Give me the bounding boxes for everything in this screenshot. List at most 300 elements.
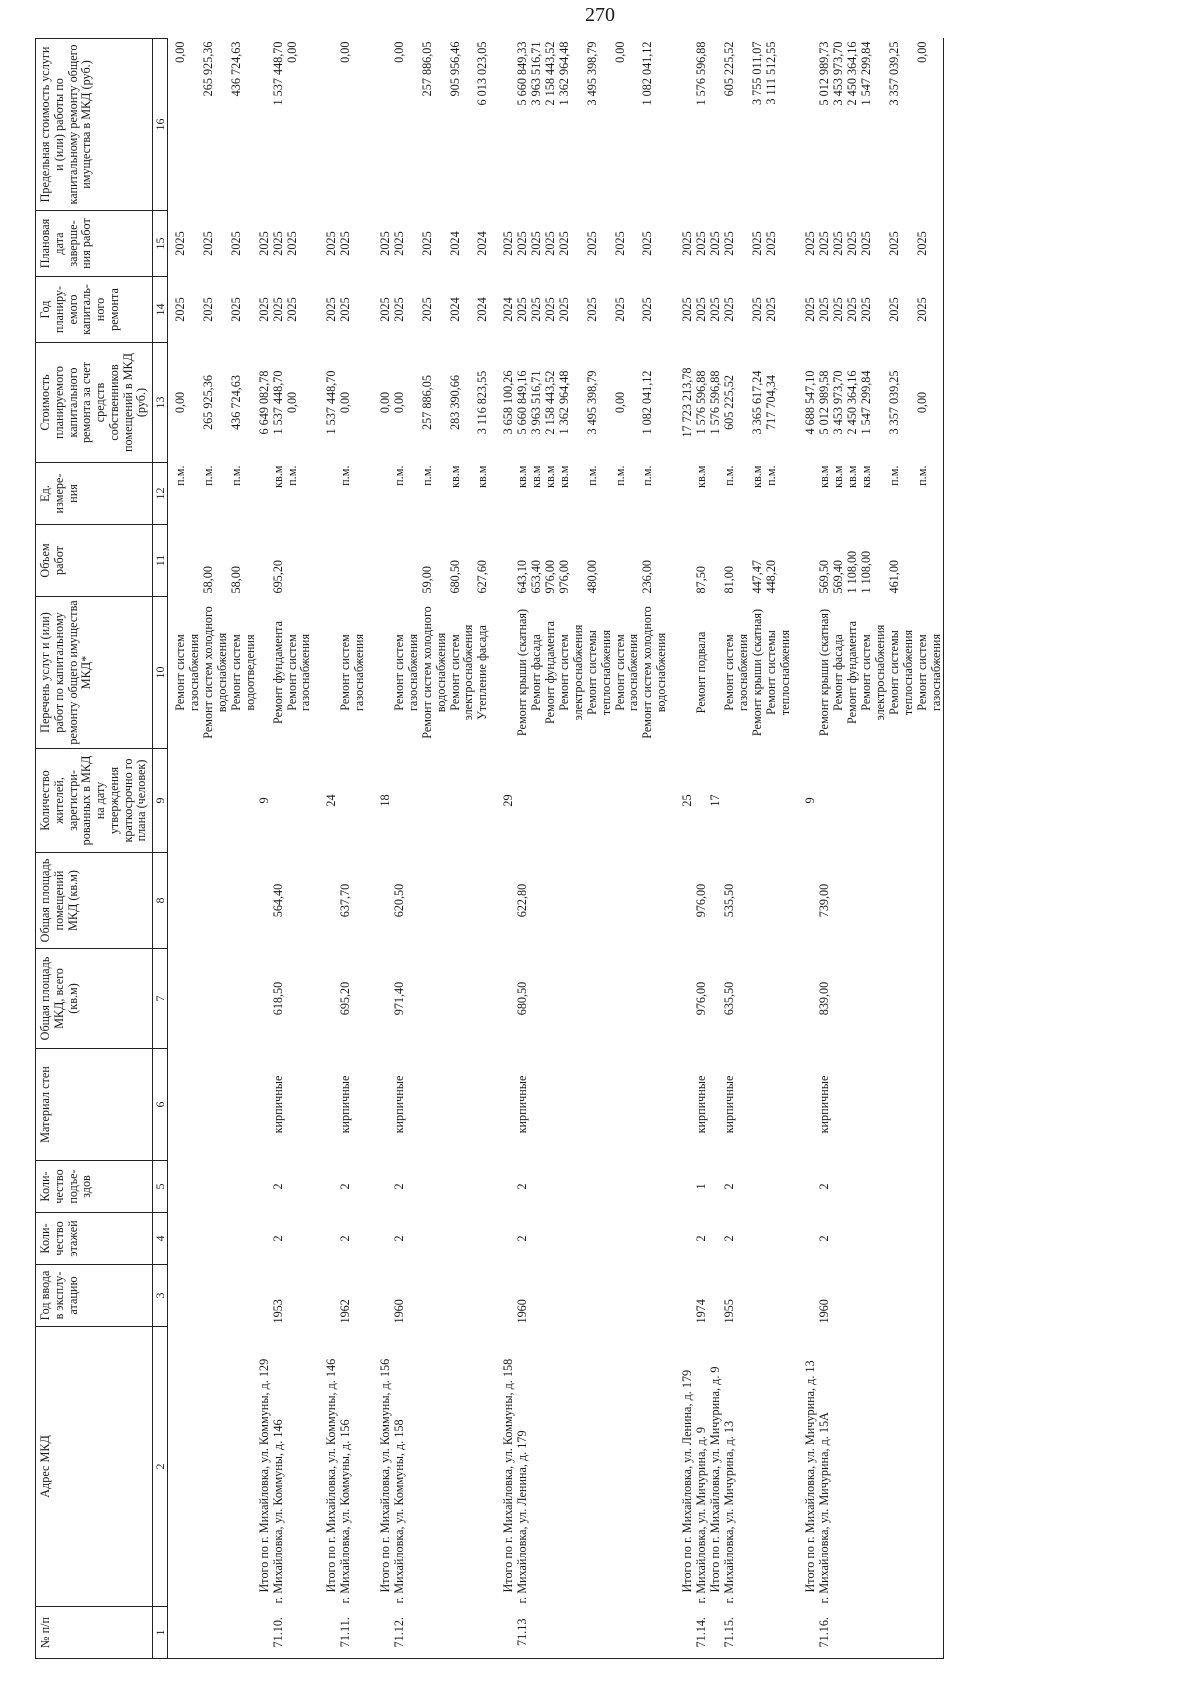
table-cell: 2025 [763,296,778,322]
table-cell: Итого по г. Михайловка, ул. Коммуны, д. 158 [501,1358,516,1592]
column-header: № п/п [36,1606,153,1658]
table-cell [641,852,669,948]
table-cell [286,748,314,852]
table-cell [916,1212,944,1264]
table-cell: 0,00 [338,41,353,63]
table-cell: 283 390,66 [447,374,462,430]
column-header: Коли-чество этажей [36,1212,153,1264]
table-cell [502,1606,516,1658]
table-cell [818,748,832,852]
table-cell: 2025 [721,296,736,322]
table-cell [202,1264,230,1326]
table-cell: 976,00 [543,559,557,593]
table-cell [558,1212,586,1264]
table-cell [669,38,681,210]
table-cell [804,852,818,948]
table-cell [393,748,421,852]
table-cell [614,1160,642,1212]
table-cell [765,1606,793,1658]
table-cell: Ремонт систем газоснабжения [338,633,367,711]
table-cell [393,524,421,596]
table-cell [530,1326,544,1606]
table-cell [502,948,516,1048]
table-cell [313,596,325,748]
table-cell [669,596,681,748]
table-cell [313,1048,325,1160]
table-cell [379,1048,393,1160]
table-cell [544,1160,558,1212]
table-cell [669,524,681,596]
table-cell [544,1326,558,1606]
table-cell: 0,00 [612,41,627,63]
table-cell [449,1212,477,1264]
table-cell [832,748,846,852]
table-cell: 2025 [886,296,901,322]
table-cell [367,1264,379,1326]
table-cell [723,748,751,852]
table-cell [916,748,944,852]
table-cell: 59,00 [419,565,434,593]
column-header: Общая площадь помещений МКД (кв.м) [36,852,153,948]
table-cell [669,1212,681,1264]
table-cell [490,1160,502,1212]
table-cell [860,1048,888,1160]
table-cell: 2025 [612,296,627,322]
table-cell: 2025 [543,230,557,256]
column-header: Год планиру-емого капиталь-ного ремонта [36,276,153,342]
table-cell [804,596,818,748]
table-cell [641,1264,669,1326]
table-cell [888,1326,916,1606]
table-cell [476,1606,490,1658]
table-cell: кирпичные [721,1075,736,1133]
table-cell: 2025 [270,296,285,322]
table-cell [530,1048,544,1160]
table-cell: 2025 [228,296,243,322]
table-cell: 2025 [529,230,544,256]
table-cell: 2025 [859,230,874,256]
table-cell [367,1160,379,1212]
table-cell [379,38,393,210]
table-cell [681,596,695,748]
table-row [339,38,367,1658]
column-header: Перечень услуг и (или) работ по капитальному ремонту общего имущества МКД* [36,596,153,748]
column-number: 8 [153,852,168,948]
table-cell: 9 [803,796,818,804]
table-cell: 2025 [749,296,764,322]
table-cell: 2025 [640,296,655,322]
table-cell: 2 [270,1234,285,1242]
table-cell: Ремонт систем электроснабжения [447,624,476,720]
table-cell: 627,60 [475,559,490,593]
table-cell [681,38,695,210]
table-cell: 2025 [378,296,393,322]
table-cell: 2025 [173,296,188,322]
column-header: Адрес МКД [36,1326,153,1606]
table-cell: кирпичные [817,1075,832,1133]
table-cell [502,1264,516,1326]
table-cell: 0,00 [338,391,353,413]
table-cell: 2025 [228,230,243,256]
table-cell [325,1048,339,1160]
column-header: Плановая дата заверше-ния работ [36,210,153,276]
table-cell: 6 013 023,05 [475,41,490,105]
table-cell [860,948,888,1048]
table-row [393,38,421,1658]
table-cell: п.м. [391,465,406,486]
table-cell [379,1264,393,1326]
table-cell [286,1264,314,1326]
table-cell: 2025 [515,296,530,322]
table-cell [614,524,642,596]
table-cell: Ремонт системы теплоснабжения [584,629,613,715]
table-cell: г. Михайловка, ул. Мичурина, д. 9 [694,1426,709,1603]
table-cell: Ремонт подвала [694,631,709,713]
table-cell: 717 704,34 [763,374,778,430]
table-cell [765,1326,793,1606]
table-cell [325,1212,339,1264]
table-cell [804,1212,818,1264]
table-cell [258,462,272,524]
table-cell: 2 [817,1182,832,1190]
table-cell [832,1160,846,1212]
table-cell: 622,80 [515,883,530,917]
table-cell: 2 158 443,52 [543,41,557,105]
table-cell: 2025 [680,230,695,256]
table-cell: 605 225,52 [721,374,736,430]
table-cell [421,748,449,852]
table-cell: 0,00 [391,41,406,63]
table-cell [860,1264,888,1326]
table-cell [367,1212,379,1264]
table-cell [476,1264,490,1326]
table-cell [641,1160,669,1212]
table-cell: 4 688 547,10 [803,370,818,434]
table-cell [379,1212,393,1264]
table-cell [530,1160,544,1212]
table-cell: п.м. [338,465,353,486]
table-cell: 3 453 973,70 [831,370,846,434]
table-cell: 257 886,05 [419,41,434,96]
table-cell: 24 [324,793,339,807]
table-cell [339,524,367,596]
table-cell [490,948,502,1048]
table-cell: 2 [694,1234,709,1242]
table-cell [168,1160,202,1212]
table-cell [476,1160,490,1212]
table-cell [379,462,393,524]
table-cell [476,748,490,852]
table-cell [846,748,860,852]
table-cell [168,748,202,852]
table-cell [530,748,544,852]
table-cell [792,852,804,948]
table-cell [614,1264,642,1326]
table-row [846,38,860,1658]
table-cell: 971,40 [391,981,406,1015]
table-cell [709,524,723,596]
table-cell [669,1264,681,1326]
table-cell: 58,00 [228,565,243,593]
column-header: Ед. измере-ния [36,462,153,524]
table-cell [641,748,669,852]
table-cell: 2025 [831,230,846,256]
table-cell [325,1160,339,1212]
table-cell [168,1264,202,1326]
table-cell: 0,00 [391,391,406,413]
table-cell [421,1326,449,1606]
table-cell [313,524,325,596]
table-cell [502,596,516,748]
column-number: 3 [153,1264,168,1326]
table-cell: п.м. [886,465,901,486]
table-cell: 1 537 448,70 [324,370,339,434]
total-row [709,38,723,1658]
table-cell: 480,00 [584,559,599,593]
table-cell: 2 [721,1182,736,1190]
table-cell [558,1264,586,1326]
table-cell [449,1264,477,1326]
total-row [325,38,339,1658]
table-cell [502,38,516,210]
table-cell: 1 362 964,48 [556,41,571,105]
table-cell: 2025 [501,230,516,256]
table-cell [614,1326,642,1606]
table-cell [325,852,339,948]
table-cell [669,1048,681,1160]
table-cell [490,1264,502,1326]
table-cell: 2 450 364,16 [845,370,860,434]
table-cell: 1955 [721,1298,736,1323]
table-cell [379,1160,393,1212]
table-row [272,38,286,1658]
table-row [421,38,449,1658]
table-cell [230,1212,258,1264]
table-cell [449,1160,477,1212]
table-cell [751,1264,765,1326]
table-cell [751,748,765,852]
table-cell [258,1212,272,1264]
column-header: Стоимость планируемого капитального ремонта за счет средств собственников помещений в МКД (руб.) [36,342,153,462]
table-cell [832,948,846,1048]
table-cell: 2 [817,1234,832,1242]
table-cell [490,852,502,948]
table-cell [258,38,272,210]
table-cell: кв.м [475,465,490,488]
table-cell: п.м. [584,465,599,486]
table-cell [804,1264,818,1326]
total-row [681,38,695,1658]
table-cell [230,1048,258,1160]
table-cell: Ремонт систем газоснабжения [284,633,313,711]
table-cell [202,1326,230,1606]
table-cell [846,1326,860,1606]
table-cell [916,1326,944,1606]
table-cell: кирпичные [515,1075,530,1133]
table-cell [272,748,286,852]
table-cell [286,524,314,596]
table-cell: Итого по г. Михайловка, ул. Коммуны, д. 146 [324,1358,339,1592]
table-cell [846,852,860,948]
table-cell [804,462,818,524]
table-cell [586,748,614,852]
table-cell [421,1048,449,1160]
table-cell: 1960 [391,1298,406,1323]
table-cell [476,1048,490,1160]
table-cell: г. Михайловка, ул. Мичурина, д. 15А [817,1411,832,1603]
table-row [723,38,751,1658]
table-cell [641,1212,669,1264]
table-cell: п.м. [228,465,243,486]
table-cell [792,948,804,1048]
table-cell: 436 724,63 [228,41,243,96]
table-cell [230,852,258,948]
table-cell: 9 [256,796,271,804]
table-cell: 605 225,52 [721,41,736,96]
table-cell: 265 925,36 [201,41,216,96]
table-cell [888,1606,916,1658]
table-cell: Ремонт фундамента [270,620,285,724]
table-cell: 2 158 443,52 [543,370,557,434]
column-number: 12 [153,462,168,524]
table-cell: 3 357 039,25 [886,41,901,105]
table-cell [916,852,944,948]
table-cell [832,1326,846,1606]
table-cell [258,1264,272,1326]
column-header: Количество жителей, зарегистри-рованных в МКД на дату утверждения краткосрочно го плана (человек) [36,748,153,852]
table-cell [168,1326,202,1606]
table-row [832,38,846,1658]
table-cell [709,1606,723,1658]
table-cell: 5 660 849,33 [515,41,530,105]
table-cell [860,852,888,948]
table-cell [888,1048,916,1160]
table-cell: 839,00 [817,981,832,1015]
table-cell [832,1048,846,1160]
table-cell [367,1606,379,1658]
table-cell: 1 082 041,12 [640,41,655,105]
table-cell: п.м. [612,465,627,486]
table-cell: 2025 [201,230,216,256]
column-number: 10 [153,596,168,748]
table-cell: п.м. [763,465,778,486]
table-cell: 0,00 [173,391,188,413]
table-cell [765,1160,793,1212]
table-cell: кв.м [543,465,557,488]
table-cell [695,748,709,852]
table-cell [709,1264,723,1326]
table-cell [421,852,449,948]
table-cell: 25 [680,793,695,807]
table-cell: г. Михайловка, ул. Мичурина, д. 13 [721,1420,736,1603]
table-cell [530,1212,544,1264]
table-cell: 2025 [391,296,406,322]
table-cell [681,1160,695,1212]
table-cell [846,1606,860,1658]
table-cell: 436 724,63 [228,374,243,430]
table-cell: 535,50 [721,883,736,917]
table-cell: 2025 [845,296,860,322]
table-cell: 2 [515,1234,530,1242]
table-cell [681,1264,695,1326]
table-cell: 2025 [859,296,874,322]
table-cell [449,1048,477,1160]
table-cell [792,38,804,210]
table-cell [325,1606,339,1658]
table-cell [916,524,944,596]
table-cell [367,596,379,748]
table-cell [325,38,339,210]
column-header: Коли-чество подъе-здов [36,1160,153,1212]
table-cell [614,1212,642,1264]
table-cell [313,462,325,524]
table-cell: 2 [391,1234,406,1242]
table-cell: Ремонт крыши (скатная) [817,608,832,736]
column-header: Предельная стоимость услуги и (или) работы по капитальному ремонту общего имущества в МКД (руб.) [36,38,153,210]
table-cell [476,852,490,948]
table-cell [449,748,477,852]
table-cell [888,1264,916,1326]
table-cell: 2025 [886,230,901,256]
table-cell [258,524,272,596]
column-number: 14 [153,276,168,342]
table-cell [792,524,804,596]
table-cell: 58,00 [201,565,216,593]
table-cell [888,1160,916,1212]
table-cell [888,1212,916,1264]
table-cell [325,596,339,748]
table-cell [544,748,558,852]
table-cell [586,1326,614,1606]
table-cell: Ремонт систем холодного водоснабжения [419,605,448,739]
table-cell: 2025 [270,230,285,256]
table-cell: 1953 [270,1298,285,1323]
table-cell [230,1606,258,1658]
rotated-page [35,39,1165,1659]
table-cell: 0,00 [173,41,188,63]
table-cell: 905 956,46 [447,41,462,96]
table-cell: 87,50 [694,565,709,593]
table-cell [530,852,544,948]
table-cell [888,948,916,1048]
column-number: 11 [153,524,168,596]
table-cell: 2025 [763,230,778,256]
table-cell: 3 658 100,26 [501,370,516,434]
table-cell: кв.м [556,465,571,488]
table-cell: 71.16. [818,1606,832,1658]
table-cell [669,1160,681,1212]
table-cell: Итого по г. Михайловка, ул. Ленина, д. 179 [680,1369,695,1592]
table-cell [916,1048,944,1160]
table-cell [367,1048,379,1160]
table-cell [558,852,586,948]
table-cell: п.м. [916,462,944,524]
table-cell [230,1326,258,1606]
table-cell: г. Михайловка, ул. Ленина, д. 179 [515,1429,530,1603]
column-number: 9 [153,748,168,852]
table-row [449,38,477,1658]
total-row [258,38,272,1658]
table-cell: 71.12. [393,1606,421,1658]
table-cell [449,852,477,948]
table-cell [516,748,530,852]
table-cell [832,1606,846,1658]
table-cell: 0,00 [612,391,627,413]
table-cell: 2025 [256,230,271,256]
table-cell [476,948,490,1048]
table-cell: 17 723 213,78 [680,366,695,438]
table-cell: кв.м [859,465,874,488]
